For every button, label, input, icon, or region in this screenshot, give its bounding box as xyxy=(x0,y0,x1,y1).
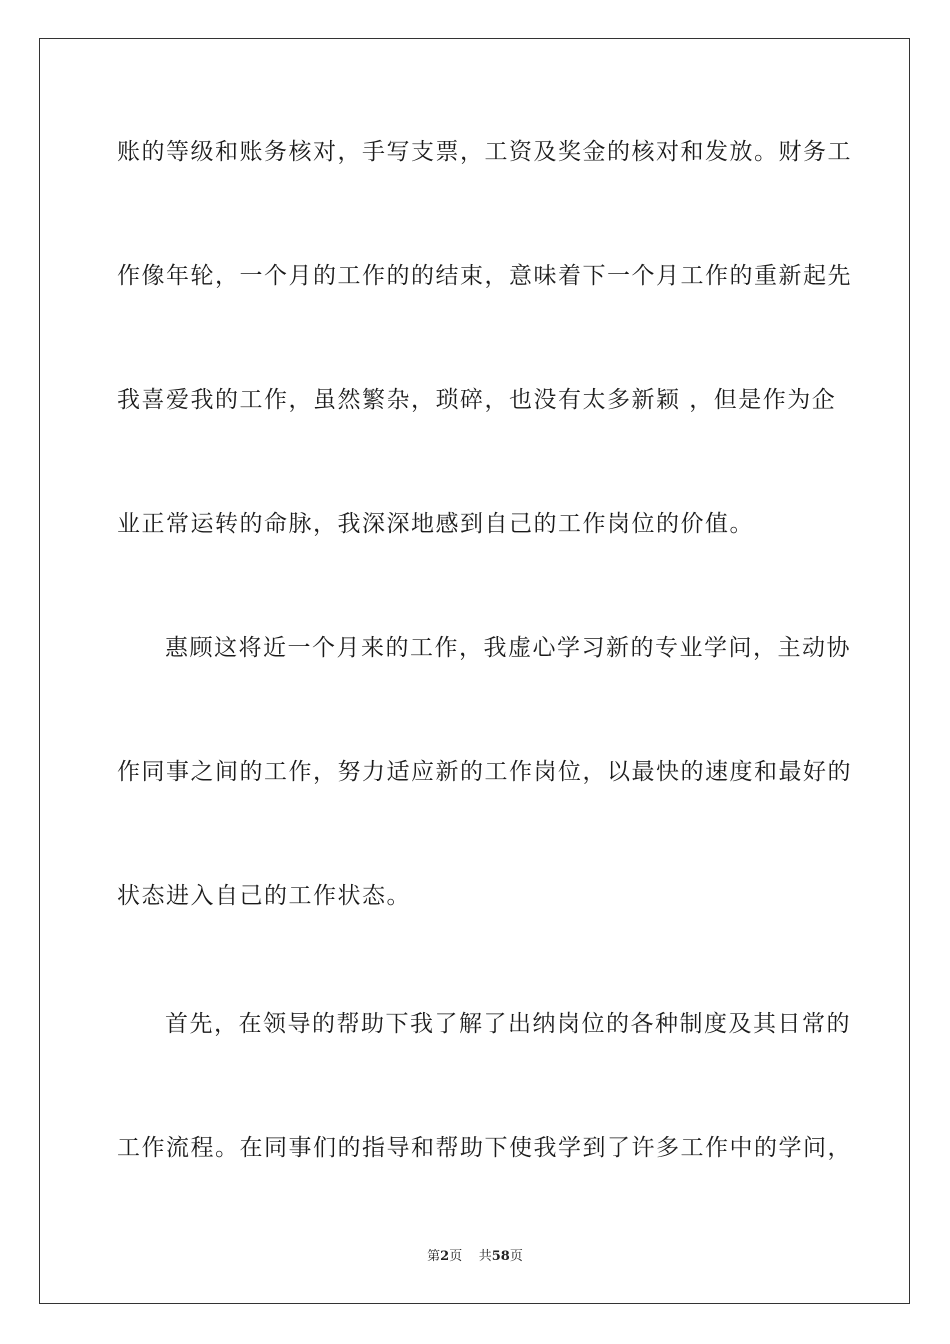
text-line-3: 我喜爱我的工作，虽然繁杂，琐碎，也没有太多新颖 ，但是作为企 xyxy=(117,387,837,413)
footer-page-number: 2 xyxy=(440,1249,450,1264)
page-footer xyxy=(0,1248,950,1266)
footer-page-suffix: 页 xyxy=(449,1249,463,1264)
text-line-9: 工作流程。在同事们的指导和帮助下使我学到了许多工作中的学问， xyxy=(117,1135,852,1161)
text-line-1: 账的等级和账务核对，手写支票，工资及奖金的核对和发放。财务工 xyxy=(117,139,852,165)
text-line-7: 状态进入自己的工作状态。 xyxy=(117,883,411,909)
footer-page-prefix: 第 xyxy=(427,1249,441,1264)
page-border xyxy=(39,38,910,1304)
footer-total-prefix: 共 xyxy=(478,1249,492,1264)
footer-total-pages: 58 xyxy=(491,1249,510,1264)
paragraph-start-1: 惠顾这将近一个月来的工作，我虚心学习新的专业学问，主动协 xyxy=(165,635,851,661)
text-line-6: 作同事之间的工作，努力适应新的工作岗位，以最快的速度和最好的 xyxy=(117,759,852,785)
footer-total-suffix: 页 xyxy=(509,1249,523,1264)
text-line-4: 业正常运转的命脉，我深深地感到自己的工作岗位的价值。 xyxy=(117,511,754,537)
text-line-2: 作像年轮，一个月的工作的的结束，意味着下一个月工作的重新起先 xyxy=(117,263,852,289)
paragraph-start-2: 首先，在领导的帮助下我了解了出纳岗位的各种制度及其日常的 xyxy=(165,1011,851,1037)
